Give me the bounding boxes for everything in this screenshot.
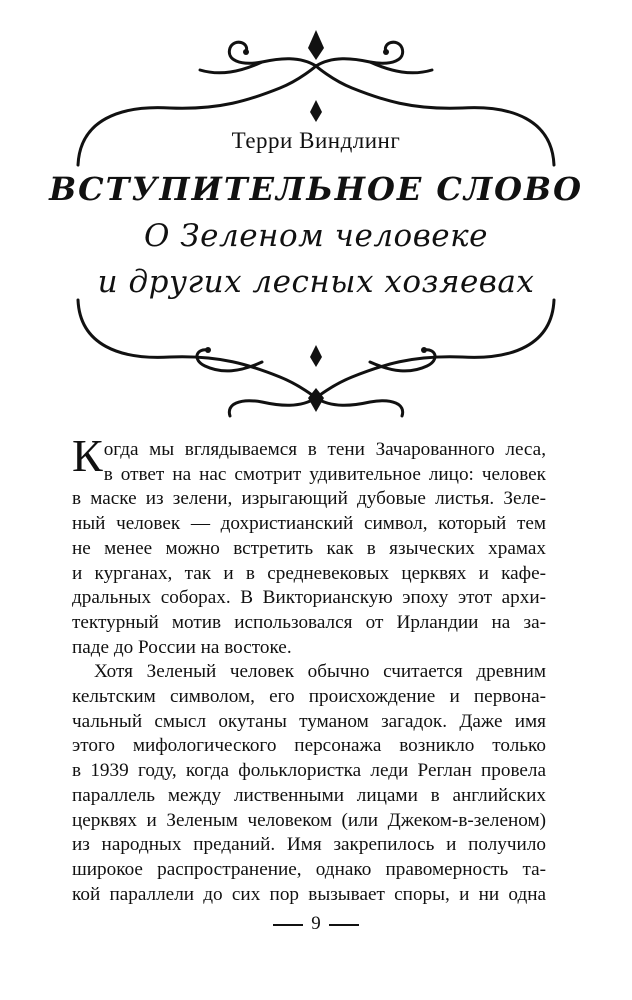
text-line: кельтским символом, его происхождение и первона-: [72, 686, 546, 708]
body-text: [72, 430, 546, 907]
text-line: из народных преданий. Имя закрепилось и получило: [72, 834, 546, 856]
text-line: паде до России на востоке.: [72, 636, 292, 658]
chapter-title-line-2: О Зеленом человеке: [144, 218, 488, 254]
text-line: Хотя Зеленый человек обычно считается древним: [94, 661, 546, 683]
chapter-title-line-3: и других лесных хозяевах: [97, 264, 535, 300]
author-name: Терри Виндлинг: [231, 128, 401, 153]
text-line: не менее можно встретить как в языческих храмах: [72, 537, 546, 559]
text-line: ный человек — дохристианский символ, который тем: [72, 513, 546, 535]
dash-right: [329, 924, 359, 926]
text-line: кой параллели до сих пор вызывает споры, и ни одна: [72, 883, 546, 905]
text-line: чальный смысл окутаны туманом загадок. Даже имя: [72, 710, 546, 732]
dash-left: [273, 924, 303, 926]
text-line: параллель между лиственными лицами в английских: [72, 784, 546, 806]
text-line: в ответ на нас смотрит удивительное лицо: человек: [103, 463, 546, 485]
text-line: церквях и Зеленым человеком (или Джеком-в-зеленом): [72, 809, 546, 831]
drop-cap: К: [72, 430, 103, 481]
page-number-value: 9: [311, 913, 321, 934]
text-line: тектурный мотив использовался от Ирландии на за-: [72, 611, 546, 633]
text-line: дральных соборах. В Викторианскую эпоху этот архи-: [72, 587, 546, 609]
text-line: и курганах, так и в средневековых церквях и кафе-: [72, 562, 546, 584]
text-line: в 1939 году, когда фольклористка леди Реглан провела: [72, 760, 546, 782]
chapter-title-line-1: ВСТУПИТЕЛЬНОЕ СЛОВО: [49, 170, 583, 208]
text-line: этого мифологического персонажа возникло только: [72, 735, 546, 757]
page-number: [0, 913, 632, 935]
text-line: широкое распространение, однако правомерность та-: [72, 858, 546, 880]
text-line: в маске из зелени, изрыгающий дубовые листья. Зеле-: [72, 488, 546, 510]
text-line-rest: огда мы вглядываемся в тени Зачарованного леса,: [103, 439, 546, 460]
decorative-frame-ornament: [0, 0, 632, 420]
